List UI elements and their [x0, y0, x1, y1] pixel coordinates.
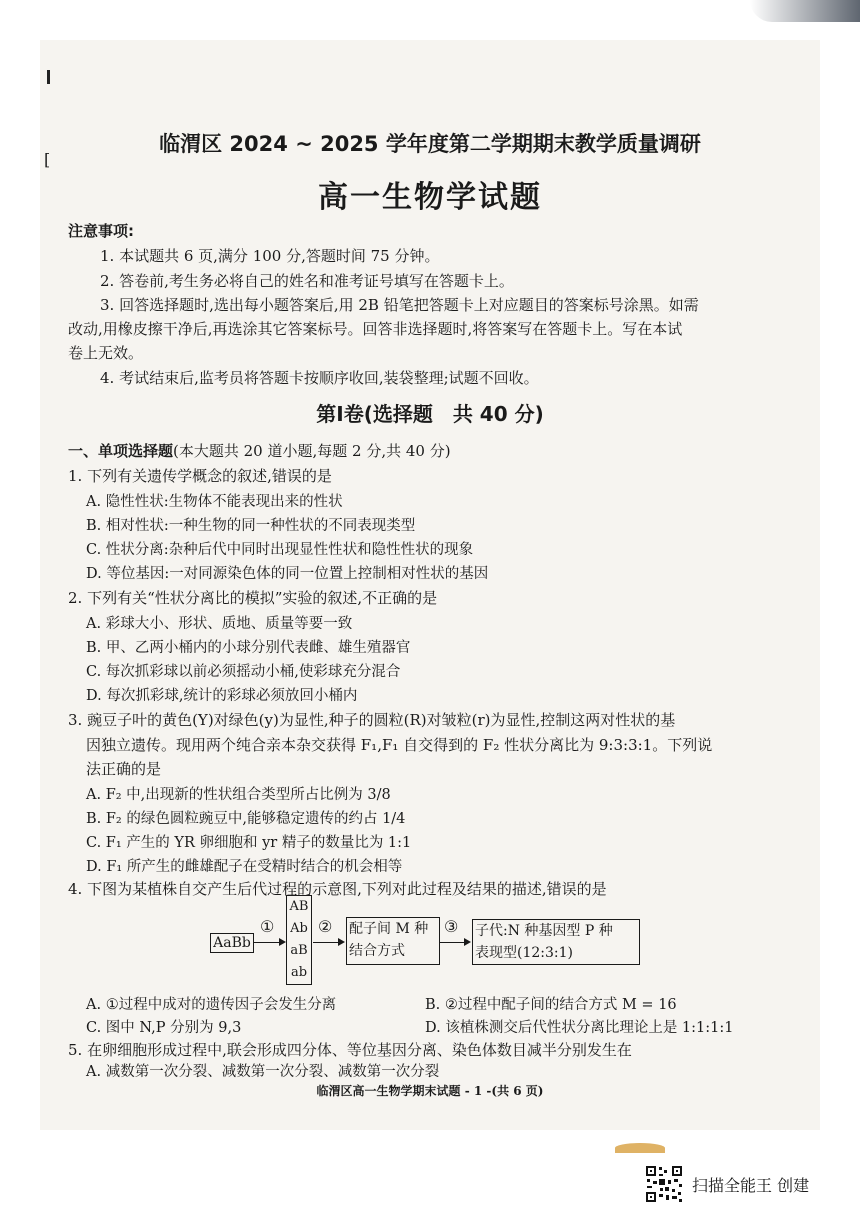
- scan-artifact: [615, 1143, 665, 1153]
- part-desc: (本大题共 20 道小题,每题 2 分,共 40 分): [173, 442, 451, 460]
- option: C. 每次抓彩球以前必须摇动小桶,使彩球充分混合: [86, 664, 401, 680]
- part-label: 一、单项选择题: [68, 442, 174, 460]
- gamete: aB: [290, 943, 308, 958]
- option: C. 性状分离:杂种后代中同时出现显性性状和隐性性状的现象: [86, 542, 474, 558]
- offspring-box: [472, 919, 640, 965]
- option: A. F₂ 中,出现新的性状组合类型所占比例为 3/8: [86, 787, 391, 803]
- option: B. 相对性状:一种生物的同一种性状的不同表现类型: [86, 518, 416, 534]
- page-footer: 临渭区高一生物学期末试题 - 1 -(共 6 页): [316, 1084, 544, 1098]
- question-stem-cont: 法正确的是: [86, 760, 162, 778]
- notice-heading: 注意事项:: [68, 222, 134, 240]
- option: D. F₁ 所产生的雌雄配子在受精时结合的机会相等: [86, 859, 403, 875]
- question-stem: 2. 下列有关“性状分离比的模拟”实验的叙述,不正确的是: [68, 589, 438, 607]
- parent-genotype-box: AaBb: [210, 933, 254, 953]
- question-stem-cont: 因独立遗传。现用两个纯合亲本杂交获得 F₁,F₁ 自交得到的 F₂ 性状分离比为 9:3:3:1。下列说: [86, 736, 713, 754]
- qr-code-icon: [645, 1165, 683, 1203]
- option: B. F₂ 的绿色圆粒豌豆中,能够稳定遗传的约占 1/4: [86, 811, 406, 827]
- option: D. 该植株测交后代性状分离比理论上是 1:1:1:1: [425, 1020, 734, 1036]
- option: B. ②过程中配子间的结合方式 M = 16: [425, 997, 677, 1013]
- margin-mark: [47, 70, 50, 84]
- option: C. F₁ 产生的 YR 卵细胞和 yr 精子的数量比为 1:1: [86, 835, 412, 851]
- notice-item: 1. 本试题共 6 页,满分 100 分,答题时间 75 分钟。: [100, 247, 440, 265]
- arrow-3-icon: [439, 942, 469, 943]
- scanner-brand: 扫描全能王 创建: [692, 1176, 810, 1195]
- question-stem: 3. 豌豆子叶的黄色(Y)对绿色(y)为显性,种子的圆粒(R)对皱粒(r)为显性,控制这两对性状的基: [68, 711, 676, 729]
- part-heading: [68, 440, 451, 461]
- section-title: 第Ⅰ卷(选择题 共 40 分): [316, 402, 544, 426]
- notice-item: 4. 考试结束后,监考员将答题卡按顺序收回,装袋整理;试题不回收。: [100, 369, 539, 387]
- gamete: AB: [289, 899, 309, 914]
- gamete: ab: [290, 965, 308, 980]
- combination-line: 配子间 M 种: [349, 921, 429, 937]
- scan-shadow: [750, 0, 860, 22]
- option: A. 减数第一次分裂、减数第一次分裂、减数第一次分裂: [86, 1064, 440, 1080]
- notice-item: 改动,用橡皮擦干净后,再选涂其它答案标号。回答非选择题时,将答案写在答题卡上。写在本试: [68, 320, 683, 338]
- notice-item: 2. 答卷前,考生务必将自己的姓名和准考证号填写在答题卡上。: [100, 272, 514, 290]
- option: C. 图中 N,P 分别为 9,3: [86, 1020, 242, 1036]
- margin-bracket: [: [44, 150, 51, 169]
- combination-box: [346, 917, 440, 965]
- option: A. 隐性性状:生物体不能表现出来的性状: [86, 494, 343, 510]
- option: D. 每次抓彩球,统计的彩球必须放回小桶内: [86, 688, 358, 704]
- combination-line: 结合方式: [349, 943, 405, 959]
- notice-item: 3. 回答选择题时,选出每小题答案后,用 2B 铅笔把答题卡上对应题目的答案标号涂黑。如需: [100, 296, 699, 314]
- question-stem: 4. 下图为某植株自交产生后代过程的示意图,下列对此过程及结果的描述,错误的是: [68, 880, 607, 898]
- question-stem: 5. 在卵细胞形成过程中,联会形成四分体、等位基因分离、染色体数目减半分别发生在: [68, 1041, 632, 1059]
- step-3-label: ③: [444, 917, 459, 936]
- option: A. ①过程中成对的遗传因子会发生分离: [86, 997, 337, 1013]
- question-stem: 1. 下列有关遗传学概念的叙述,错误的是: [68, 467, 332, 485]
- option: A. 彩球大小、形状、质地、质量等要一致: [86, 616, 353, 632]
- option: D. 等位基因:一对同源染色体的同一位置上控制相对性状的基因: [86, 566, 489, 582]
- notice-item: 卷上无效。: [68, 344, 144, 362]
- gamete: Ab: [290, 921, 308, 936]
- offspring-line: 表现型(12:3:1): [475, 945, 573, 961]
- step-1-label: ①: [260, 917, 275, 936]
- offspring-line: 子代:N 种基因型 P 种: [475, 923, 613, 939]
- option: B. 甲、乙两小桶内的小球分别代表雌、雄生殖器官: [86, 640, 411, 656]
- step-2-label: ②: [318, 917, 333, 936]
- arrow-2-icon: [313, 942, 343, 943]
- gametes-box: [286, 895, 312, 985]
- exam-title: 临渭区 2024 ~ 2025 学年度第二学期期末教学质量调研: [159, 132, 701, 156]
- arrow-1-icon: [254, 942, 284, 943]
- exam-subtitle: 高一生物学试题: [318, 180, 542, 215]
- genetics-flow-diagram: [210, 895, 640, 985]
